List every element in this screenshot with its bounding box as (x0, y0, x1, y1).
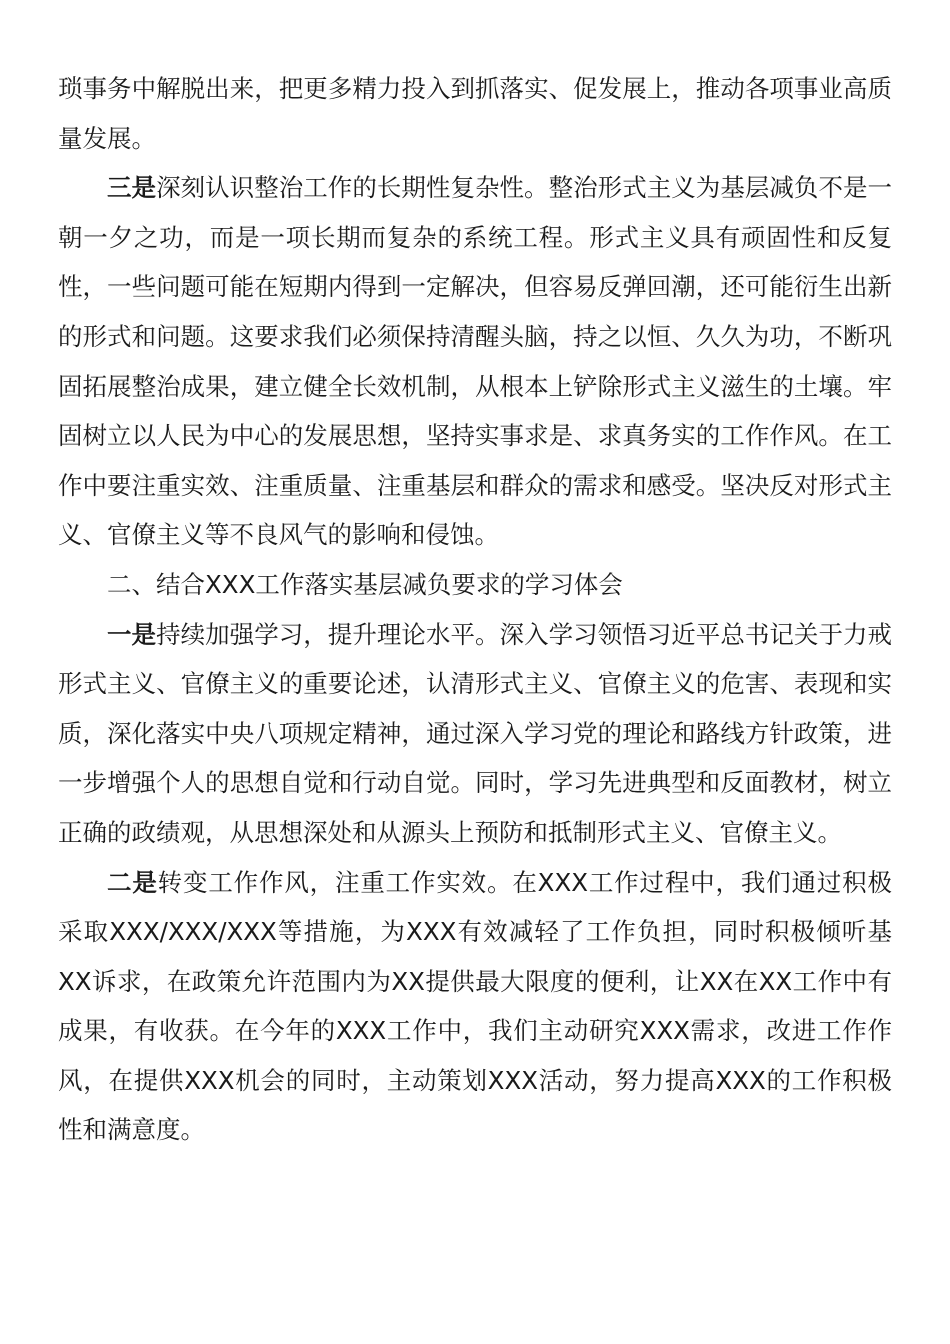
document-body (58, 64, 892, 1155)
paragraph-continuation (58, 64, 892, 163)
paragraph-text: 转变工作作风，注重工作实效。在XXX工作过程中，我们通过积极采取XXX/XXX/XXX等措施，为XXX有效减轻了工作负担，同时积极倾听基XX诉求，在政策允许范围内为XX提供最大限度的便利，让XX在XX工作中有成果，有收获。在今年的XXX工作中，我们主动研究XXX需求，改进工作作风，在提供XXX机会的同时，主动策划XXX活动，努力提高XXX的工作积极性和满意度。 (58, 867, 892, 1145)
paragraph-lead: 三是 (107, 173, 157, 203)
paragraph-point-three (58, 163, 892, 560)
paragraph-text: 琐事务中解脱出来，把更多精力投入到抓落实、促发展上，推动各项事业高质量发展。 (58, 74, 892, 153)
paragraph-lead: 一是 (107, 619, 157, 649)
paragraph-lead: 二是 (107, 867, 158, 897)
paragraph-text: 深刻认识整治工作的长期性复杂性。整治形式主义为基层减负不是一朝一夕之功，而是一项长期而复杂的系统工程。形式主义具有顽固性和反复性，一些问题可能在短期内得到一定解决，但容易反弹回潮，还可能衍生出新的形式和问题。这要求我们必须保持清醒头脑，持之以恒、久久为功，不断巩固拓展整治成果，建立健全长效机制，从根本上铲除形式主义滋生的土壤。牢固树立以人民为中心的发展思想，坚持实事求是、求真务实的工作作风。在工作中要注重实效、注重质量、注重基层和群众的需求和感受。坚决反对形式主义、官僚主义等不良风气的影响和侵蚀。 (58, 173, 893, 550)
paragraph-point-one (58, 610, 892, 858)
section-heading: 二、结合XXX工作落实基层减负要求的学习体会 (107, 569, 623, 599)
paragraph-text: 持续加强学习，提升理论水平。深入学习领悟习近平总书记关于力戒形式主义、官僚主义的重要论述，认清形式主义、官僚主义的危害、表现和实质，深化落实中央八项规定精神，通过深入学习党的理论和路线方针政策，进一步增强个人的思想自觉和行动自觉。同时，学习先进典型和反面教材，树立正确的政绩观，从思想深处和从源头上预防和抵制形式主义、官僚主义。 (58, 619, 893, 847)
paragraph-point-two (58, 858, 892, 1156)
